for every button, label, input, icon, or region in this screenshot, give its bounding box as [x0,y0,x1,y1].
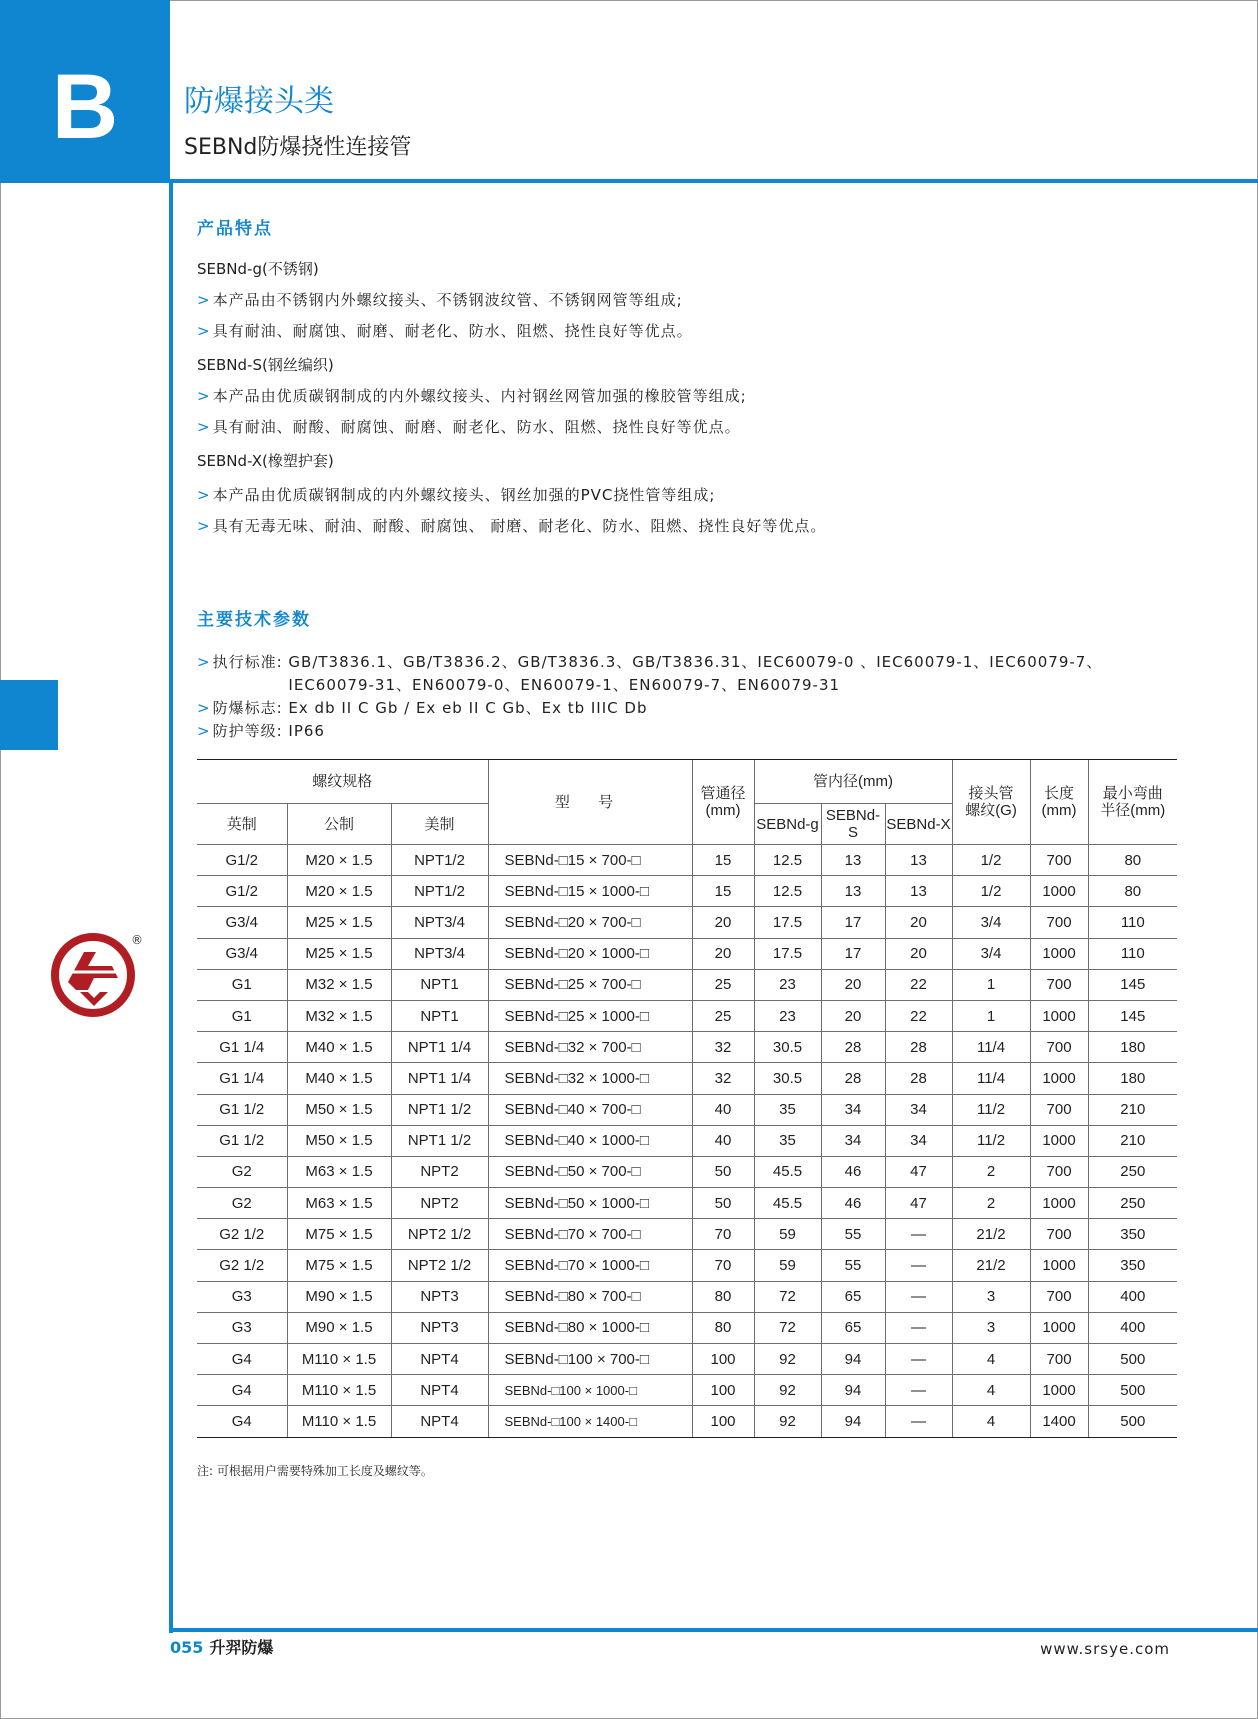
table-note: 注: 可根据用户需要特殊加工长度及螺纹等。 [197,1464,433,1478]
table-cell: 110 [1088,907,1177,938]
header-inner-diameter: 管内径(mm) [754,760,952,804]
table-cell: NPT1 [391,1000,488,1031]
page-number: 055 [170,1638,204,1657]
table-cell: 13 [821,845,885,876]
param-ex-marking: > 防爆标志: Ex db II C Gb / Ex eb II C Gb、Ex tb IIIC Db [197,699,648,717]
table-cell: 40 [692,1094,754,1125]
table-cell: M110 × 1.5 [287,1344,391,1375]
table-cell: G2 [197,1156,287,1187]
table-cell: — [885,1250,952,1281]
table-cell: SEBNd-□70 × 700-□ [488,1219,692,1250]
table-cell: SEBNd-□25 × 700-□ [488,969,692,1000]
table-cell: NPT1 1/4 [391,1032,488,1063]
table-cell: 11/4 [952,1032,1030,1063]
side-tab-marker [0,680,58,750]
table-cell: 59 [754,1219,821,1250]
table-cell: NPT4 [391,1344,488,1375]
table-row [197,1375,1177,1406]
table-cell: 3/4 [952,907,1030,938]
params-list [197,651,1197,743]
table-cell: 30.5 [754,1032,821,1063]
table-cell: 1 [952,1000,1030,1031]
table-row [197,1156,1177,1187]
table-cell: G2 1/2 [197,1219,287,1250]
table-cell: 59 [754,1250,821,1281]
table-row [197,1032,1177,1063]
table-cell: M63 × 1.5 [287,1188,391,1219]
table-cell: M90 × 1.5 [287,1312,391,1343]
table-cell: 21/2 [952,1250,1030,1281]
table-cell: 500 [1088,1375,1177,1406]
table-cell: M40 × 1.5 [287,1063,391,1094]
table-cell: — [885,1219,952,1250]
table-cell: 1000 [1030,1375,1088,1406]
table-cell: 35 [754,1125,821,1156]
table-cell: 20 [821,969,885,1000]
feature-item: > 具有耐油、耐酸、耐腐蚀、耐磨、耐老化、防水、阻燃、挠性良好等优点。 [197,418,741,436]
header-length: 长度 (mm) [1030,760,1088,845]
table-cell: 11/4 [952,1063,1030,1094]
table-cell: 28 [821,1032,885,1063]
category-letter: B [51,56,119,158]
table-cell: 3 [952,1312,1030,1343]
table-cell: 92 [754,1344,821,1375]
header-divider [169,179,1258,183]
table-cell: 50 [692,1156,754,1187]
table-cell: 1000 [1030,1000,1088,1031]
table-cell: 15 [692,876,754,907]
table-cell: 80 [692,1312,754,1343]
table-cell: NPT1 [391,969,488,1000]
feature-item: > 本产品由优质碳钢制成的内外螺纹接头、钢丝加强的PVC挠性管等组成; [197,486,716,504]
category-block [0,0,170,183]
table-cell: 47 [885,1188,952,1219]
table-cell: M20 × 1.5 [287,845,391,876]
table-cell: 80 [1088,845,1177,876]
table-row [197,1188,1177,1219]
table-cell: 55 [821,1250,885,1281]
table-cell: M20 × 1.5 [287,876,391,907]
table-cell: 210 [1088,1125,1177,1156]
table-cell: 92 [754,1406,821,1437]
registered-mark: ® [131,933,143,947]
table-cell: 100 [692,1375,754,1406]
table-cell: M75 × 1.5 [287,1250,391,1281]
table-cell: 28 [885,1063,952,1094]
table-cell: 400 [1088,1281,1177,1312]
table-cell: 30.5 [754,1063,821,1094]
table-cell: — [885,1375,952,1406]
table-cell: 35 [754,1094,821,1125]
table-cell: 250 [1088,1156,1177,1187]
brand-logo-icon [50,932,136,1018]
table-cell: M50 × 1.5 [287,1094,391,1125]
table-cell: 100 [692,1406,754,1437]
table-row [197,1000,1177,1031]
table-cell: 15 [692,845,754,876]
table-cell: 21/2 [952,1219,1030,1250]
table-cell: SEBNd-□15 × 700-□ [488,845,692,876]
table-cell: 72 [754,1281,821,1312]
table-row [197,907,1177,938]
table-cell: 22 [885,1000,952,1031]
table-cell: 17 [821,907,885,938]
table-cell: 11/2 [952,1094,1030,1125]
table-cell: 350 [1088,1219,1177,1250]
table-cell: NPT3 [391,1281,488,1312]
table-cell: 1000 [1030,1063,1088,1094]
table-cell: 250 [1088,1188,1177,1219]
table-cell: NPT1 1/2 [391,1094,488,1125]
feature-group-title: SEBNd-g(不锈钢) [197,260,319,278]
features-section-title: 产品特点 [197,219,273,239]
table-cell: 210 [1088,1094,1177,1125]
table-cell: G2 [197,1188,287,1219]
table-row [197,938,1177,969]
header-thread-spec: 螺纹规格 [197,760,488,804]
table-row [197,1312,1177,1343]
brand-name: 升羿防爆 [209,1638,274,1657]
table-cell: 55 [821,1219,885,1250]
table-cell: G1 1/4 [197,1032,287,1063]
table-cell: — [885,1344,952,1375]
table-cell: G2 1/2 [197,1250,287,1281]
table-cell: 2 [952,1156,1030,1187]
table-cell: 32 [692,1063,754,1094]
table-cell: 72 [754,1312,821,1343]
table-cell: 34 [885,1125,952,1156]
table-cell: 12.5 [754,845,821,876]
table-cell: 13 [885,876,952,907]
param-protection-class: > 防护等级: IP66 [197,722,325,740]
table-cell: 3 [952,1281,1030,1312]
table-cell: 40 [692,1125,754,1156]
table-cell: 700 [1030,1032,1088,1063]
table-cell: 700 [1030,845,1088,876]
table-cell: 1000 [1030,1188,1088,1219]
website-link[interactable]: www.srsye.com [1040,1640,1170,1658]
table-cell: 4 [952,1375,1030,1406]
table-cell: 25 [692,969,754,1000]
table-cell: — [885,1312,952,1343]
table-cell: SEBNd-□40 × 700-□ [488,1094,692,1125]
table-cell: 145 [1088,1000,1177,1031]
table-cell: 50 [692,1188,754,1219]
table-cell: SEBNd-□20 × 700-□ [488,907,692,938]
table-row [197,1344,1177,1375]
table-cell: 17.5 [754,938,821,969]
page-footer-left [170,1637,273,1659]
table-cell: 17 [821,938,885,969]
table-cell: 2 [952,1188,1030,1219]
table-cell: 34 [821,1125,885,1156]
table-row [197,1063,1177,1094]
features-list [197,258,1197,546]
table-cell: 700 [1030,1156,1088,1187]
header-nominal-diameter: 管通径 (mm) [692,760,754,845]
header-sebnd-g: SEBNd-g [754,804,821,845]
table-cell: 1400 [1030,1406,1088,1437]
table-cell: 22 [885,969,952,1000]
header-joint-thread: 接头管 螺纹(G) [952,760,1030,845]
table-cell: 700 [1030,969,1088,1000]
table-cell: G3/4 [197,907,287,938]
table-cell: SEBNd-□50 × 1000-□ [488,1188,692,1219]
table-cell: 1/2 [952,845,1030,876]
table-cell: 65 [821,1312,885,1343]
params-section-title: 主要技术参数 [197,610,311,630]
table-cell: M75 × 1.5 [287,1219,391,1250]
table-cell: 70 [692,1250,754,1281]
table-cell: 4 [952,1344,1030,1375]
table-cell: M63 × 1.5 [287,1156,391,1187]
table-cell: 20 [821,1000,885,1031]
table-cell: 500 [1088,1406,1177,1437]
table-cell: NPT3/4 [391,938,488,969]
category-title: 防爆接头类 [184,84,334,119]
table-cell: 700 [1030,907,1088,938]
product-title: SEBNd防爆挠性连接管 [184,135,412,160]
table-cell: 80 [692,1281,754,1312]
table-row [197,1406,1177,1437]
table-row [197,1125,1177,1156]
feature-item: > 具有无毒无味、耐油、耐酸、耐腐蚀、 耐磨、耐老化、防水、阻燃、挠性良好等优点。 [197,517,827,535]
table-cell: 1000 [1030,1250,1088,1281]
table-cell: SEBNd-□40 × 1000-□ [488,1125,692,1156]
table-cell: 17.5 [754,907,821,938]
table-cell: 20 [692,907,754,938]
table-cell: 23 [754,1000,821,1031]
table-cell: 28 [821,1063,885,1094]
table-cell: G1/2 [197,845,287,876]
table-cell: 20 [885,938,952,969]
table-cell: 400 [1088,1312,1177,1343]
feature-group-title: SEBNd-S(钢丝编织) [197,356,334,374]
table-cell: NPT1 1/4 [391,1063,488,1094]
footer-divider [169,1628,1258,1632]
table-cell: NPT2 [391,1188,488,1219]
table-cell: 80 [1088,876,1177,907]
table-cell: 25 [692,1000,754,1031]
table-cell: 700 [1030,1094,1088,1125]
table-cell: NPT2 [391,1156,488,1187]
table-cell: G1 1/2 [197,1094,287,1125]
header-sebnd-s: SEBNd-S [821,804,885,845]
header-metric: 公制 [287,804,391,845]
table-cell: 3/4 [952,938,1030,969]
table-cell: G4 [197,1406,287,1437]
table-cell: 94 [821,1406,885,1437]
table-cell: G4 [197,1375,287,1406]
table-cell: 500 [1088,1344,1177,1375]
table-cell: G1 [197,1000,287,1031]
table-cell: NPT2 1/2 [391,1250,488,1281]
table-cell: SEBNd-□32 × 700-□ [488,1032,692,1063]
table-cell: M40 × 1.5 [287,1032,391,1063]
table-cell: 65 [821,1281,885,1312]
table-cell: NPT2 1/2 [391,1219,488,1250]
table-cell: M25 × 1.5 [287,907,391,938]
table-cell: SEBNd-□20 × 1000-□ [488,938,692,969]
table-cell: M50 × 1.5 [287,1125,391,1156]
table-cell: 350 [1088,1250,1177,1281]
table-cell: M110 × 1.5 [287,1406,391,1437]
table-cell: SEBNd-□15 × 1000-□ [488,876,692,907]
table-cell: G1 [197,969,287,1000]
table-cell: 34 [885,1094,952,1125]
table-cell: M25 × 1.5 [287,938,391,969]
table-cell: M32 × 1.5 [287,969,391,1000]
table-cell: M32 × 1.5 [287,1000,391,1031]
header-imperial: 英制 [197,804,287,845]
feature-group [197,258,1197,289]
table-cell: 94 [821,1344,885,1375]
table-cell: 1000 [1030,938,1088,969]
table-cell: G1/2 [197,876,287,907]
table-cell: SEBNd-□50 × 700-□ [488,1156,692,1187]
table-cell: 700 [1030,1281,1088,1312]
feature-group-title: SEBNd-X(橡塑护套) [197,452,334,470]
table-cell: SEBNd-□100 × 1400-□ [488,1406,692,1437]
feature-item: > 本产品由不锈钢内外螺纹接头、不锈钢波纹管、不锈钢网管等组成; [197,291,683,309]
table-cell: NPT4 [391,1375,488,1406]
table-cell: 32 [692,1032,754,1063]
table-cell: G4 [197,1344,287,1375]
table-cell: 100 [692,1344,754,1375]
table-cell: 20 [692,938,754,969]
table-row [197,1219,1177,1250]
table-cell: 20 [885,907,952,938]
table-cell: G3 [197,1312,287,1343]
table-row [197,845,1177,876]
spec-table [197,759,1177,1438]
table-cell: SEBNd-□100 × 700-□ [488,1344,692,1375]
feature-group [197,354,1197,385]
table-row [197,969,1177,1000]
feature-item: > 具有耐油、耐腐蚀、耐磨、耐老化、防水、阻燃、挠性良好等优点。 [197,322,693,340]
table-cell: SEBNd-□80 × 700-□ [488,1281,692,1312]
table-cell: 1000 [1030,1312,1088,1343]
table-cell: 1 [952,969,1030,1000]
table-cell: 13 [885,845,952,876]
table-cell: NPT1 1/2 [391,1125,488,1156]
table-cell: 28 [885,1032,952,1063]
table-row [197,1094,1177,1125]
table-cell: 180 [1088,1063,1177,1094]
table-cell: G3 [197,1281,287,1312]
table-cell: 1/2 [952,876,1030,907]
header-american: 美制 [391,804,488,845]
table-cell: 700 [1030,1344,1088,1375]
table-cell: SEBNd-□80 × 1000-□ [488,1312,692,1343]
table-cell: SEBNd-□25 × 1000-□ [488,1000,692,1031]
table-cell: SEBNd-□32 × 1000-□ [488,1063,692,1094]
table-cell: 46 [821,1188,885,1219]
table-cell: 11/2 [952,1125,1030,1156]
table-cell: 92 [754,1375,821,1406]
table-cell: 1000 [1030,876,1088,907]
table-cell: 12.5 [754,876,821,907]
table-cell: G1 1/2 [197,1125,287,1156]
table-cell: 70 [692,1219,754,1250]
table-cell: — [885,1281,952,1312]
table-cell: 700 [1030,1219,1088,1250]
table-cell: NPT3 [391,1312,488,1343]
table-cell: — [885,1406,952,1437]
table-cell: 110 [1088,938,1177,969]
side-divider [169,183,173,1633]
feature-group [197,450,1197,484]
table-cell: NPT4 [391,1406,488,1437]
header-model: 型 号 [488,760,692,845]
table-row [197,1250,1177,1281]
table-row [197,1281,1177,1312]
table-cell: 4 [952,1406,1030,1437]
spec-table-body [197,845,1177,1438]
table-cell: 145 [1088,969,1177,1000]
header-sebnd-x: SEBNd-X [885,804,952,845]
table-cell: 46 [821,1156,885,1187]
table-cell: SEBNd-□70 × 1000-□ [488,1250,692,1281]
table-cell: 45.5 [754,1188,821,1219]
table-cell: 34 [821,1094,885,1125]
table-cell: NPT1/2 [391,876,488,907]
table-cell: G1 1/4 [197,1063,287,1094]
table-cell: 180 [1088,1032,1177,1063]
table-cell: 23 [754,969,821,1000]
table-cell: 1000 [1030,1125,1088,1156]
table-cell: NPT3/4 [391,907,488,938]
table-cell: G3/4 [197,938,287,969]
header-min-bend-radius: 最小弯曲 半径(mm) [1088,760,1177,845]
table-cell: NPT1/2 [391,845,488,876]
table-cell: SEBNd-□100 × 1000-□ [488,1375,692,1406]
table-cell: M110 × 1.5 [287,1375,391,1406]
table-cell: M90 × 1.5 [287,1281,391,1312]
table-row [197,876,1177,907]
feature-item: > 本产品由优质碳钢制成的内外螺纹接头、内衬钢丝网管加强的橡胶管等组成; [197,387,747,405]
table-cell: 47 [885,1156,952,1187]
table-cell: 94 [821,1375,885,1406]
param-standards: > 执行标准: GB/T3836.1、GB/T3836.2、GB/T3836.3、GB/T3836.31、IEC60079-0 、IEC60079-1、IEC60079-7、 IEC60079-31、EN60079-0、EN60079-1、EN60079-7、EN60079-31 [197,653,1103,694]
table-cell: 45.5 [754,1156,821,1187]
table-cell: 13 [821,876,885,907]
